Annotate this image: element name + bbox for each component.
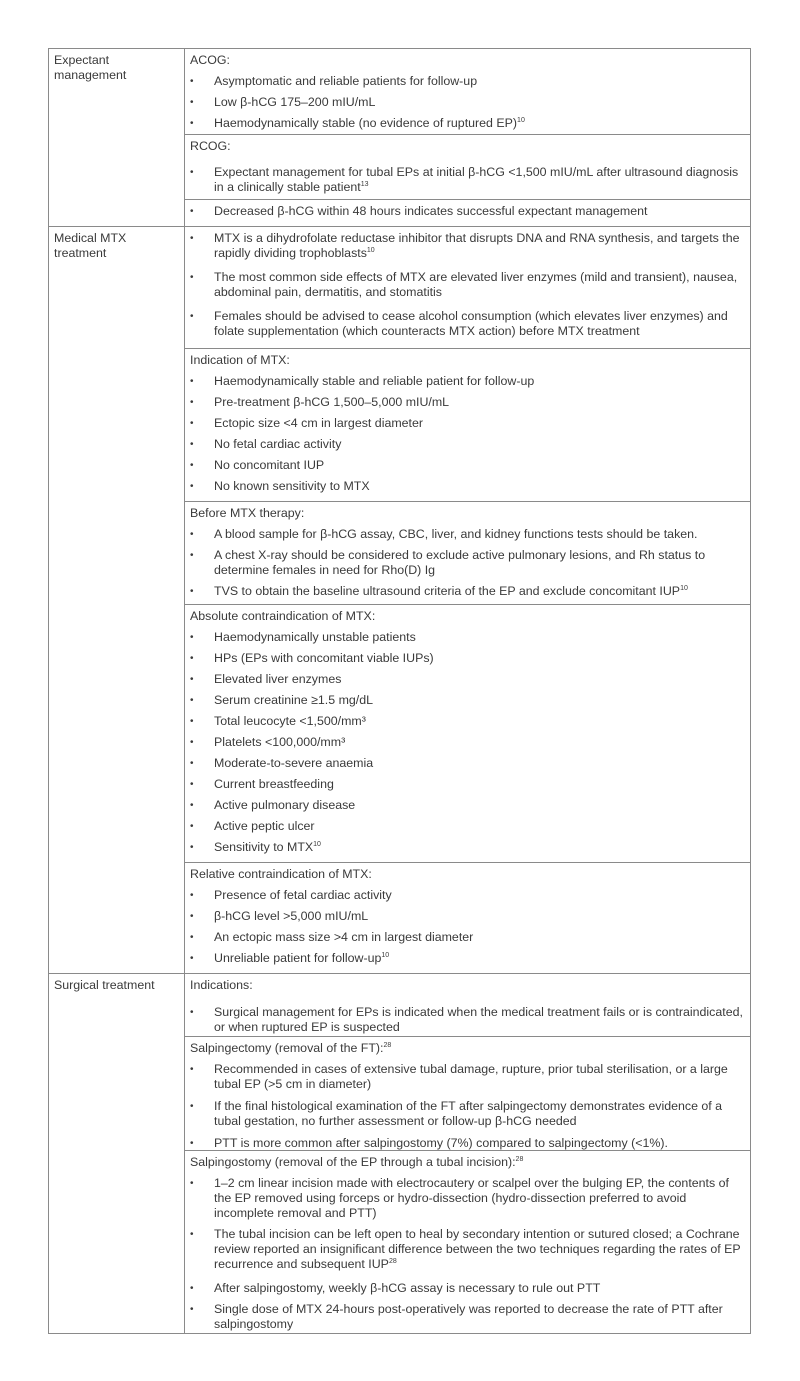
list-item: • No concomitant IUP: [190, 458, 325, 472]
list-item: • Single dose of MTX 24-hours post-operatively was reported to decrease the rate of PTT after salpingostomy: [190, 1302, 723, 1331]
list-item: • The most common side effects of MTX are elevated liver enzymes (mild and transient), nausea, abdominal pain, dermatitis, and stomatitis: [190, 270, 738, 299]
reference-number: 10: [381, 952, 390, 959]
bullet-icon: •: [190, 1101, 194, 1112]
list-item: • 1–2 cm linear incision made with electrocautery or scalpel over the bulging EP, the contents of the EP removed using forceps or hydro-dissection (hydro-dissection preferred to avoid incomplete removal and PTT): [190, 1176, 729, 1220]
section-heading: Indications:: [190, 978, 253, 992]
section-heading: RCOG:: [190, 139, 231, 153]
bullet-icon: •: [190, 439, 194, 450]
bullet-icon: •: [190, 418, 194, 429]
section-indication-of-mtx: [185, 348, 750, 501]
bullet-icon: •: [190, 674, 194, 685]
list-item: • Haemodynamically stable (no evidence of ruptured EP)$^{10}$: [190, 116, 525, 130]
list-item: • After salpingostomy, weekly β-hCG assay is necessary to rule out PTT: [190, 1281, 601, 1295]
bullet-icon: •: [190, 1229, 194, 1240]
bullet-icon: •: [190, 376, 194, 387]
list-item: • Platelets <100,000/mm³: [190, 735, 346, 749]
section-heading: Before MTX therapy:: [190, 506, 305, 520]
list-item: • No fetal cardiac activity: [190, 437, 342, 451]
bullet-icon: •: [190, 632, 194, 643]
section-rcog: [185, 134, 750, 199]
bullet-icon: •: [190, 737, 194, 748]
bullet-icon: •: [190, 233, 194, 244]
list-item: • TVS to obtain the baseline ultrasound criteria of the EP and exclude concomitant IUP$^{10}$: [190, 584, 688, 598]
list-item: • Serum creatinine ≥1.5 mg/dL: [190, 693, 374, 707]
list-item: • Haemodynamically unstable patients: [190, 630, 416, 644]
list-item: • Moderate-to-severe anaemia: [190, 756, 374, 770]
reference-number: 10: [680, 585, 688, 592]
list-item: • MTX is a dihydrofolate reductase inhibitor that disrupts DNA and RNA synthesis, and targets the rapidly dividing trophoblasts$^{10}$: [190, 231, 740, 260]
list-item: • Haemodynamically stable and reliable patient for follow-up: [190, 374, 535, 388]
bullet-icon: •: [190, 1178, 194, 1189]
bullet-icon: •: [190, 758, 194, 769]
list-item: • A blood sample for β-hCG assay, CBC, liver, and kidney functions tests should be taken.: [190, 527, 698, 541]
list-item: • Females should be advised to cease alcohol consumption (which elevates liver enzymes) and folate supplementation (which counteracts MTX action) before MTX treatment: [190, 309, 728, 338]
list-item: • A chest X-ray should be considered to exclude active pulmonary lesions, and Rh status to determine females in need for Rho(D) Ig: [190, 548, 706, 577]
reference-number: 28: [383, 1042, 392, 1049]
reference-number: 13: [360, 181, 369, 188]
list-item: • β-hCG level >5,000 mIU/mL: [190, 909, 369, 923]
table-row-surgical-treatment: [49, 973, 750, 1333]
bullet-icon: •: [190, 311, 194, 322]
section-acog: [185, 49, 750, 134]
list-item: • Active pulmonary disease: [190, 798, 356, 812]
list-item: • Asymptomatic and reliable patients for follow-up: [190, 74, 478, 88]
section-success-criteria: [185, 199, 750, 226]
section-heading: Indication of MTX:: [190, 353, 290, 367]
row-label: Medical MTX treatment: [49, 227, 185, 973]
section-surgical-indications: [185, 974, 750, 1036]
list-item: • Low β-hCG 175–200 mIU/mL: [190, 95, 376, 109]
section-heading: Relative contraindication of MTX:: [190, 867, 372, 881]
bullet-icon: •: [190, 460, 194, 471]
bullet-icon: •: [190, 842, 194, 853]
bullet-icon: •: [190, 890, 194, 901]
bullet-icon: •: [190, 1007, 194, 1018]
table-row-medical-mtx-treatment: [49, 226, 750, 973]
bullet-icon: •: [190, 695, 194, 706]
bullet-icon: •: [190, 97, 194, 108]
section-salpingectomy: [185, 1036, 750, 1150]
bullet-icon: •: [190, 481, 194, 492]
list-item: • Current breastfeeding: [190, 777, 334, 791]
ectopic-pregnancy-management-table: [48, 48, 751, 1334]
bullet-icon: •: [190, 206, 194, 217]
bullet-icon: •: [190, 118, 194, 129]
list-item: • Decreased β-hCG within 48 hours indicates successful expectant management: [190, 204, 648, 218]
bullet-icon: •: [190, 550, 194, 561]
list-item: • Elevated liver enzymes: [190, 672, 342, 686]
list-item: • Ectopic size <4 cm in largest diameter: [190, 416, 424, 430]
reference-number: 10: [366, 247, 375, 254]
list-item: • Surgical management for EPs is indicated when the medical treatment fails or is contraindicated, or when ruptured EP is suspected: [190, 1005, 743, 1034]
list-item: • Pre-treatment β-hCG 1,500–5,000 mIU/mL: [190, 395, 450, 409]
list-item: • HPs (EPs with concomitant viable IUPs): [190, 651, 434, 665]
bullet-icon: •: [190, 397, 194, 408]
list-item: • Presence of fetal cardiac activity: [190, 888, 392, 902]
list-item: • Sensitivity to MTX$^{10}$: [190, 840, 321, 854]
bullet-icon: •: [190, 716, 194, 727]
list-item: • If the final histological examination of the FT after salpingectomy demonstrates evidence of a tubal gestation, no further assessment or follow-up β-hCG needed: [190, 1099, 723, 1128]
bullet-icon: •: [190, 932, 194, 943]
bullet-icon: •: [190, 821, 194, 832]
section-absolute-contraindication: [185, 604, 750, 862]
list-item: • Expectant management for tubal EPs at initial β-hCG <1,500 mIU/mL after ultrasound diagnosis in a clinically stable patient$^{13}$: [190, 165, 739, 194]
section-heading: Absolute contraindication of MTX:: [190, 609, 376, 623]
section-heading: ACOG:: [190, 53, 230, 67]
bullet-icon: •: [190, 272, 194, 283]
reference-number: 28: [388, 1258, 397, 1265]
row-label: Expectant management: [49, 49, 185, 226]
section-heading: Salpingectomy (removal of the FT):$^{28}$: [190, 1041, 392, 1055]
bullet-icon: •: [190, 586, 194, 597]
reference-number: 10: [517, 117, 525, 124]
bullet-icon: •: [190, 911, 194, 922]
bullet-icon: •: [190, 1283, 194, 1294]
list-item: • PTT is more common after salpingostomy (7%) compared to salpingectomy (<1%).: [190, 1136, 668, 1150]
bullet-icon: •: [190, 953, 194, 964]
list-item: • Recommended in cases of extensive tubal damage, rupture, prior tubal sterilisation, or a large tubal EP (>5 cm in diameter): [190, 1062, 728, 1091]
section-relative-contraindication: [185, 862, 750, 973]
bullet-icon: •: [190, 1064, 194, 1075]
reference-number: 28: [515, 1156, 524, 1163]
section-before-mtx-therapy: [185, 501, 750, 604]
section-mtx-overview: [185, 227, 750, 348]
section-salpingostomy: [185, 1150, 750, 1333]
list-item: • Unreliable patient for follow-$up^{10}$: [190, 951, 390, 965]
reference-number: 10: [313, 841, 321, 848]
list-item: • Total leucocyte <1,500/mm³: [190, 714, 366, 728]
list-item: • Active peptic ulcer: [190, 819, 315, 833]
bullet-icon: •: [190, 653, 194, 664]
bullet-icon: •: [190, 1138, 194, 1149]
bullet-icon: •: [190, 167, 194, 178]
bullet-icon: •: [190, 1304, 194, 1315]
section-heading: Salpingostomy (removal of the EP through a tubal incision):$^{28}$: [190, 1155, 524, 1169]
bullet-icon: •: [190, 800, 194, 811]
list-item: • An ectopic mass size >4 cm in largest diameter: [190, 930, 474, 944]
table-row-expectant-management: [49, 49, 750, 226]
list-item: • The tubal incision can be left open to heal by secondary intention or sutured closed; a Cochrane review reported an insignificant difference between the two techniques regarding the rates of EP recurrence and subsequent IUP$^{28}$: [190, 1227, 741, 1271]
bullet-icon: •: [190, 76, 194, 87]
list-item: • No known sensitivity to MTX: [190, 479, 370, 493]
row-label: Surgical treatment: [49, 974, 185, 1333]
bullet-icon: •: [190, 779, 194, 790]
bullet-icon: •: [190, 529, 194, 540]
